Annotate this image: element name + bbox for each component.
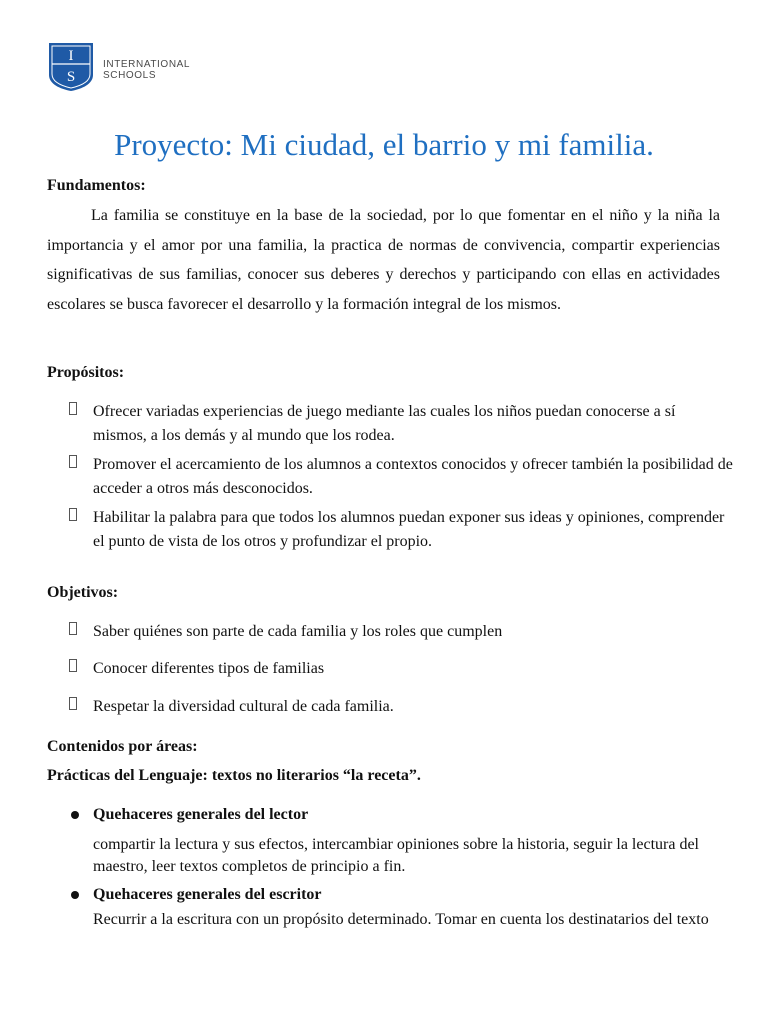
missing-glyph-bullet-icon (69, 508, 77, 521)
page-title: Proyecto: Mi ciudad, el barrio y mi familia. (114, 127, 654, 162)
propositos-list (0, 400, 768, 559)
missing-glyph-bullet-icon (69, 659, 77, 672)
proposito-text: Promover el acercamiento de los alumnos a contextos conocidos y ofrecer también la posibilidad de acceder a otros más desconocidos. (93, 456, 733, 497)
contenidos-list (0, 805, 768, 955)
bullet-dot-icon (71, 811, 79, 819)
logo-wordmark (103, 53, 190, 81)
missing-glyph-bullet-icon (69, 455, 77, 468)
objetivo-text: Conocer diferentes tipos de familias (93, 660, 325, 677)
propositos-heading: Propósitos: (47, 364, 125, 381)
contenidos-subheading: Prácticas del Lenguaje: textos no literarios “la receta”. (47, 767, 421, 784)
contenido-title: Quehaceres generales del lector (93, 806, 309, 823)
contenidos-heading: Contenidos por áreas: (47, 738, 198, 755)
shield-logo-icon (48, 42, 94, 92)
bullet-dot-icon (71, 891, 79, 899)
list-item (0, 805, 768, 885)
list-item (0, 695, 768, 725)
objetivo-text: Respetar la diversidad cultural de cada familia. (93, 698, 394, 715)
logo-letter-i: I (68, 48, 74, 64)
missing-glyph-bullet-icon (69, 622, 77, 635)
list-item (0, 400, 768, 453)
missing-glyph-bullet-icon (69, 402, 77, 415)
list-item (0, 506, 768, 559)
list-item (0, 657, 768, 695)
logo-text-line2: SCHOOLS (103, 70, 157, 81)
list-item (0, 885, 768, 955)
fundamentos-paragraph: La familia se constituye en la base de la sociedad, por lo que fomentar en el niño y la niña la importancia y el amor por una familia, la practica de normas de convivencia, compartir experiencias significativas de sus familias, conocer sus deberes y derechos y participando con ellas en actividades escolares se busca favorecer el desarrollo y la formación integral de los mismos. (47, 207, 720, 313)
objetivos-heading: Objetivos: (47, 584, 119, 601)
logo-text-line1: INTERNATIONAL (103, 59, 191, 70)
logo-letter-s: S (66, 69, 76, 85)
fundamentos-heading: Fundamentos: (47, 177, 146, 194)
contenido-title: Quehaceres generales del escritor (93, 886, 322, 903)
objetivo-text: Saber quiénes son parte de cada familia y los roles que cumplen (93, 623, 503, 640)
school-logo (48, 42, 190, 92)
proposito-text: Habilitar la palabra para que todos los alumnos puedan exponer sus ideas y opiniones, comprender el punto de vista de los otros y profundizar el propio. (93, 509, 725, 550)
list-item (0, 620, 768, 657)
objetivos-list (0, 620, 768, 725)
contenido-text: compartir la lectura y sus efectos, intercambiar opiniones sobre la historia, seguir la lectura del maestro, leer textos completos de principio a fin. (93, 836, 699, 875)
list-item (0, 453, 768, 506)
proposito-text: Ofrecer variadas experiencias de juego mediante las cuales los niños puedan conocerse a sí mismos, a los demás y al mundo que los rodea. (93, 403, 676, 444)
contenido-text: Recurrir a la escritura con un propósito determinado. Tomar en cuenta los destinatarios del texto (93, 911, 709, 928)
missing-glyph-bullet-icon (69, 697, 77, 710)
